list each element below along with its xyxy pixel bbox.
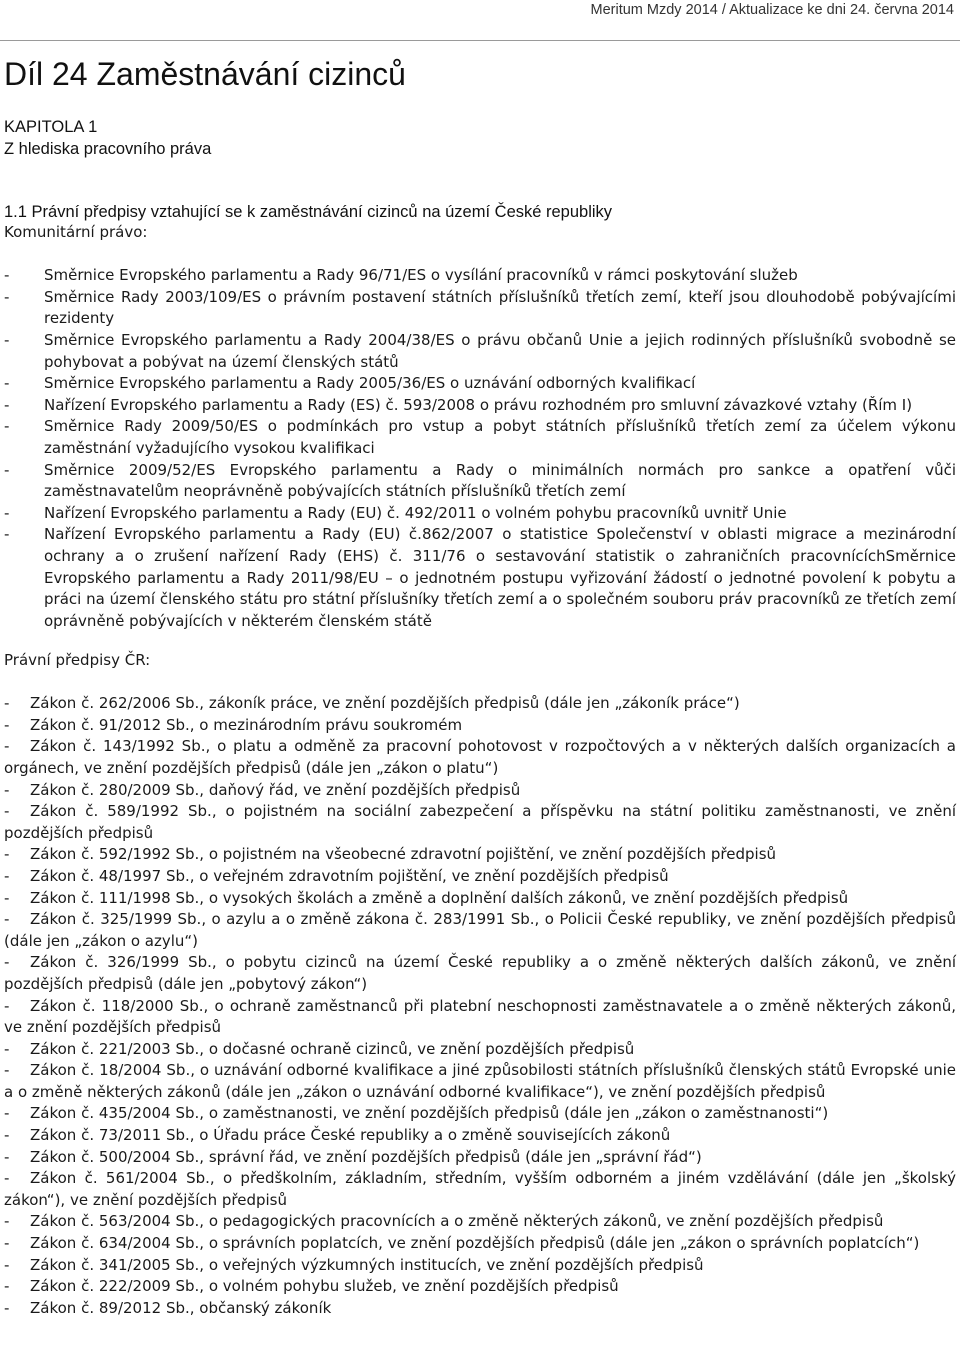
cr-law-item-text: Zákon č. 91/2012 Sb., o mezinárodním právu soukromém [30, 715, 463, 734]
eu-law-item-text: Směrnice Rady 2003/109/ES o právním postavení státních příslušníků třetích zemí, kteří jsou dlouhodobě pobývajícími rezidenty [44, 287, 956, 328]
list-dash: - [4, 1255, 10, 1274]
list-dash: - [4, 780, 10, 799]
cr-law-item-text: Zákon č. 222/2009 Sb., o volném pohybu služeb, ve znění pozdějších předpisů [30, 1277, 619, 1296]
cr-law-item-text: Zákon č. 325/1999 Sb., o azylu a o změně zákona č. 283/1991 Sb., o Policii České republiky, ve znění pozdějších předpisů (dále jen „zákon o azylu“) [4, 910, 956, 950]
eu-law-item-text: Nařízení Evropského parlamentu a Rady (EU) č. 492/2011 o volném pohybu pracovníků uvnitř Unie [44, 503, 787, 522]
list-dash: - [4, 1126, 10, 1145]
cr-law-item [4, 844, 956, 866]
cr-law-item [4, 693, 956, 715]
cr-law-item [4, 1103, 956, 1125]
cr-law-item-text: Zákon č. 634/2004 Sb., o správních poplatcích, ve znění pozdějších předpisů (dále jen „zákon o správních poplatcích“) [30, 1234, 920, 1253]
list-dash: - [4, 737, 10, 756]
eu-law-item-text: Nařízení Evropského parlamentu a Rady (ES) č. 593/2008 o právu rozhodném pro smluvní závazkové vztahy (Řím I) [44, 395, 913, 414]
list-dash: - [4, 715, 10, 734]
eu-law-item-text: Směrnice Evropského parlamentu a Rady 2005/36/ES o uznávání odborných kvalifikací [44, 374, 696, 393]
list-dash: - [4, 266, 10, 285]
cr-law-item [4, 1168, 956, 1211]
list-dash: - [4, 1277, 10, 1296]
eu-law-item [4, 416, 956, 459]
list-dash: - [4, 866, 10, 885]
list-dash: - [4, 460, 10, 479]
list-dash: - [4, 330, 10, 349]
cr-law-item-text: Zákon č. 118/2000 Sb., o ochraně zaměstnanců při platební neschopnosti zaměstnavatele a o změně některých zákonů, ve znění pozdějších předpisů [4, 996, 956, 1037]
cr-law-item [4, 736, 956, 779]
cr-law-item-text: Zákon č. 592/1992 Sb., o pojistném na všeobecné zdravotní pojištění, ve znění pozdějších předpisů [30, 845, 777, 864]
cr-law-item-text: Zákon č. 89/2012 Sb., občanský zákoník [30, 1298, 332, 1317]
cr-law-item-text: Zákon č. 262/2006 Sb., zákoník práce, ve znění pozdějších předpisů (dále jen „zákoník práce“) [30, 694, 740, 713]
eu-law-item-text: Směrnice 2009/52/ES Evropského parlamentu a Rady o minimálních normách pro sankce a opatření vůči zaměstnavatelům neoprávněně pobývajících státních příslušníků třetích zemí [44, 460, 956, 501]
list-dash: - [4, 525, 10, 544]
chapter-subtitle: Z hlediska pracovního práva [4, 140, 212, 158]
cr-law-item [4, 888, 956, 910]
cr-law-item-text: Zákon č. 435/2004 Sb., o zaměstnanosti, ve znění pozdějších předpisů (dále jen „zákon o zaměstnanosti“) [30, 1104, 829, 1123]
cr-law-item [4, 1039, 956, 1061]
list-dash: - [4, 1061, 10, 1080]
cr-law-item [4, 1298, 956, 1320]
cr-law-item [4, 1060, 956, 1103]
eu-law-block [4, 222, 956, 632]
list-dash: - [4, 1147, 10, 1166]
cr-law-item-text: Zákon č. 73/2011 Sb., o Úřadu práce České republiky a o změně souvisejících zákonů [30, 1126, 671, 1145]
cr-law-item-text: Zákon č. 341/2005 Sb., o veřejných výzkumných institucích, ve znění pozdějších předpisů [30, 1255, 704, 1274]
cr-law-item [4, 909, 956, 952]
list-dash: - [4, 1169, 10, 1188]
list-dash: - [4, 996, 10, 1015]
cr-law-item [4, 996, 956, 1039]
chapter-block [4, 116, 211, 160]
cr-law-item-text: Zákon č. 280/2009 Sb., daňový řád, ve znění pozdějších předpisů [30, 780, 521, 799]
cr-law-item-text: Zákon č. 326/1999 Sb., o pobytu cizinců na území České republiky a o změně některých dalších zákonů, ve znění pozdějších předpisů (dále jen „pobytový zákon“) [4, 953, 956, 993]
cr-law-item-text: Zákon č. 563/2004 Sb., o pedagogických pracovnících a o změně některých zákonů, ve znění pozdějších předpisů [30, 1212, 884, 1231]
eu-law-item-text: Nařízení Evropského parlamentu a Rady (EU) č.862/2007 o statistice Společenství v oblasti migrace a mezinárodní ochrany a o zrušení nařízení Rady (EHS) č. 311/76 o sestavování statistik o zahraničních pracovnícíchSměrnice Evropského parlamentu a Rady 2011/98/EU – o jednotném postupu vyřizování žádostí o jednotné povolení k pobytu a práci na území členského státu pro státní příslušníky třetích zemí a o společném souboru práv pracovníků ze třetích zemí oprávněně pobývajících v některém členském státě [44, 525, 956, 630]
cr-law-item-text: Zákon č. 111/1998 Sb., o vysokých školách a změně a doplnění dalších zákonů, ve znění pozdějších předpisů [30, 888, 849, 907]
cr-law-item [4, 801, 956, 844]
list-dash: - [4, 953, 10, 972]
section-heading: 1.1 Právní předpisy vztahující se k zaměstnávání cizinců na území České republiky [4, 203, 613, 221]
list-dash: - [4, 888, 10, 907]
cr-law-item [4, 1276, 956, 1298]
eu-law-item [4, 330, 956, 373]
cr-law-item [4, 715, 956, 737]
list-dash: - [4, 417, 10, 436]
list-dash: - [4, 287, 10, 306]
list-dash: - [4, 694, 10, 713]
eu-law-item [4, 503, 956, 525]
eu-law-item [4, 265, 956, 287]
cr-law-item-text: Zákon č. 48/1997 Sb., o veřejném zdravotním pojištění, ve znění pozdějších předpisů [30, 866, 669, 885]
eu-law-item [4, 287, 956, 330]
cr-law-label: Právní předpisy ČR: [4, 651, 151, 669]
cr-law-item-text: Zákon č. 18/2004 Sb., o uznávání odborné kvalifikace a jiné způsobilosti státních příslušníků členských států Evropské unie a o změně některých zákonů (dále jen „zákon o uznávání odborné kvalifikace“), ve znění pozdějších předpisů [4, 1061, 956, 1101]
list-dash: - [4, 395, 10, 414]
cr-law-item-text: Zákon č. 500/2004 Sb., správní řád, ve znění pozdějších předpisů (dále jen „správní řád“) [30, 1147, 702, 1166]
eu-law-item-text: Směrnice Evropského parlamentu a Rady 96/71/ES o vysílání pracovníků v rámci poskytování služeb [44, 266, 798, 285]
eu-law-item-text: Směrnice Evropského parlamentu a Rady 2004/38/ES o právu občanů Unie a jejich rodinných příslušníků svobodně se pohybovat a pobývat na území členských států [44, 330, 956, 371]
list-dash: - [4, 910, 10, 929]
cr-law-item [4, 866, 956, 888]
cr-law-item [4, 1125, 956, 1147]
cr-law-item-text: Zákon č. 221/2003 Sb., o dočasné ochraně cizinců, ve znění pozdějších předpisů [30, 1039, 635, 1058]
cr-law-list [4, 693, 956, 1319]
cr-law-item [4, 780, 956, 802]
eu-law-list [4, 265, 956, 632]
eu-law-label: Komunitární právo: [4, 223, 148, 241]
header-divider [0, 40, 960, 41]
list-dash: - [4, 1039, 10, 1058]
header-meta: Meritum Mzdy 2014 / Aktualizace ke dni 24. června 2014 [590, 2, 954, 18]
list-dash: - [4, 845, 10, 864]
list-dash: - [4, 1298, 10, 1317]
list-dash: - [4, 1234, 10, 1253]
cr-law-item [4, 1211, 956, 1233]
chapter-label: KAPITOLA 1 [4, 118, 98, 136]
list-dash: - [4, 503, 10, 522]
cr-law-item-text: Zákon č. 143/1992 Sb., o platu a odměně za pracovní pohotovost v rozpočtových a v některých dalších organizacích a orgánech, ve znění pozdějších předpisů (dále jen „zákon o platu“) [4, 737, 956, 777]
eu-law-item [4, 524, 956, 632]
eu-law-item [4, 373, 956, 395]
list-dash: - [4, 1212, 10, 1231]
cr-law-item-text: Zákon č. 561/2004 Sb., o předškolním, základním, středním, vyšším odborném a jiném vzdělávání (dále jen „školský zákon“), ve znění pozdějších předpisů [4, 1169, 956, 1209]
cr-law-item [4, 1147, 956, 1169]
list-dash: - [4, 802, 10, 821]
list-dash: - [4, 374, 10, 393]
eu-law-item [4, 460, 956, 503]
cr-law-item-text: Zákon č. 589/1992 Sb., o pojistném na sociální zabezpečení a příspěvku na státní politiku zaměstnanosti, ve znění pozdějších předpisů [4, 802, 956, 842]
eu-law-item-text: Směrnice Rady 2009/50/ES o podmínkách pro vstup a pobyt státních příslušníků třetích zemí za účelem výkonu zaměstnání vyžadujícího vysokou kvalifikaci [44, 417, 956, 457]
cr-law-item [4, 952, 956, 995]
list-dash: - [4, 1104, 10, 1123]
cr-law-item [4, 1233, 956, 1255]
cr-law-item [4, 1255, 956, 1277]
eu-law-item [4, 395, 956, 417]
cr-law-block [4, 650, 956, 1319]
document-title: Díl 24 Zaměstnávání cizinců [4, 56, 406, 92]
